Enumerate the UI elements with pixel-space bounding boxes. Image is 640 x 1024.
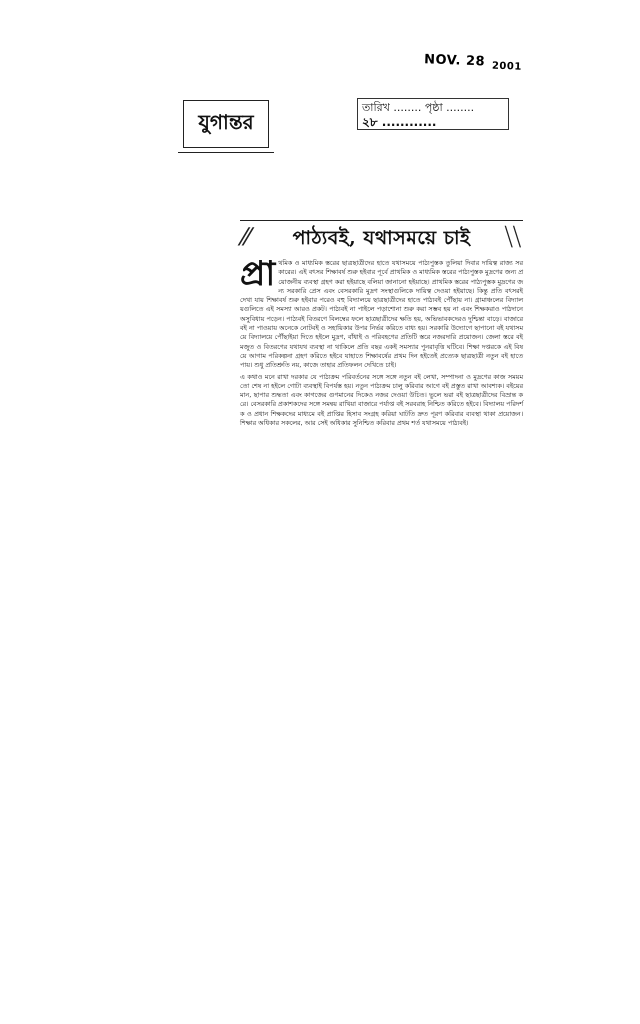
drop-cap: প্রা xyxy=(240,254,276,294)
article-paragraph-2: এ কথাও মনে রাখা দরকার যে পাঠ্যক্রম পরিবর্তনের সঙ্গে সঙ্গে নতুন বই লেখা, সম্পাদনা ও মুদ্রণের কাজ সময়মতো শেষ না হইলে গোটা ব্যবস্থাই বিপর্যস্ত হয়। নতুন পাঠ্যক্রম চালু করিবার আগে বই প্রস্তুত রাখা আবশ্যক। বইয়ের মান, ছাপার শুদ্ধতা এবং কাগজের গুণমানের দিকেও নজর দেওয়া উচিত। ভুলে ভরা বই ছাত্রছাত্রীদের বিভ্রান্ত করে। বেসরকারি প্রকাশকদের সঙ্গে সমন্বয় রাখিয়া বাজারে পর্যাপ্ত বই সরবরাহ নিশ্চিত করিতে হইবে। বিদ্যালয় পরিদর্শক ও প্রধান শিক্ষকদের মাধ্যমে বই প্রাপ্তির হিসাব সংগ্রহ করিয়া ঘাটতি দ্রুত পূরণ করিবার ব্যবস্থা থাকা প্রয়োজন। শিক্ষার অধিকার সকলের, আর সেই অধিকার সুনিশ্চিত করিবার প্রথম শর্ত যথাসময়ে পাঠ্যবই। xyxy=(240,372,523,428)
newspaper-masthead xyxy=(183,100,269,148)
article-header xyxy=(240,220,523,259)
article-paragraph-1: থমিক ও মাধ্যমিক স্তরের ছাত্রছাত্রীদের হাতে যথাসময়ে পাঠ্যপুস্তক তুলিয়া দিবার দায়িত্ব রাজ্য সরকারের। এই বৎসর শিক্ষাবর্ষ শুরু হইবার পূর্বে প্রাথমিক ও মাধ্যমিক স্তরের পাঠ্যপুস্তক মুদ্রণের জন্য প্রয়োজনীয় ব্যবস্থা গ্রহণ করা হইয়াছে বলিয়া জানানো হইয়াছে। প্রাথমিক স্তরের পাঠ্যপুস্তক মুদ্রণের জন্য সরকারি প্রেস এবং বেসরকারি মুদ্রণ সংস্থাগুলিকে দায়িত্ব দেওয়া হইয়াছে। কিন্তু প্রতি বৎসরই দেখা যায় শিক্ষাবর্ষ শুরু হইবার পরেও বহু বিদ্যালয়ে ছাত্রছাত্রীদের হাতে পাঠ্যবই পৌঁছায় না। গ্রামাঞ্চলের বিদ্যালয়গুলিতে এই সমস্যা আরও প্রকট। পাঠ্যবই না পাইলে পড়াশোনা শুরু করা সম্ভব হয় না এবং শিক্ষকরাও পাঠদানে অসুবিধায় পড়েন। পাঠ্যবই বিতরণে বিলম্বের ফলে ছাত্রছাত্রীদের ক্ষতি হয়, অভিভাবকদেরও দুশ্চিন্তা বাড়ে। বাজারে বই না পাওয়ায় অনেকে নোটবই ও সহায়িকার উপর নির্ভর করিতে বাধ্য হয়। সরকারি উদ্যোগে ছাপানো বই যথাসময়ে বিদ্যালয়ে পৌঁছাইয়া দিতে হইলে মুদ্রণ, বাঁধাই ও পরিবহণের প্রতিটি স্তরে নজরদারি প্রয়োজন। জেলা স্তরে বই মজুত ও বিতরণের যথাযথ ব্যবস্থা না থাকিলে প্রতি বছর একই সমস্যার পুনরাবৃত্তি ঘটিবে। শিক্ষা দপ্তরকে এই বিষয়ে আগাম পরিকল্পনা গ্রহণ করিতে হইবে যাহাতে শিক্ষাবর্ষের প্রথম দিন হইতেই প্রত্যেক ছাত্রছাত্রী নতুন বই হাতে পায়। শুধু প্রতিশ্রুতি নয়, কাজে তাহার প্রতিফলন দেখিতে চাই। xyxy=(240,259,523,370)
stamp-date-text: NOV. 28 xyxy=(423,52,486,70)
clipping-meta-box xyxy=(357,98,509,130)
meta-line-2: ২৮ ............ xyxy=(362,115,437,129)
article-clipping xyxy=(240,220,523,740)
masthead-name: যুগান্তর xyxy=(198,109,254,134)
received-date-stamp xyxy=(424,52,522,72)
stamp-year-text: 2001 xyxy=(491,60,522,73)
header-ornament-left: ⁄⁄ xyxy=(242,223,251,251)
header-ornament-right: ⧹⧹ xyxy=(504,223,521,251)
article-headline: পাঠ্যবই, যথাসময়ে চাই xyxy=(292,227,471,249)
meta-line-1: তারিখ ........ পৃষ্ঠা ........ xyxy=(362,101,475,114)
